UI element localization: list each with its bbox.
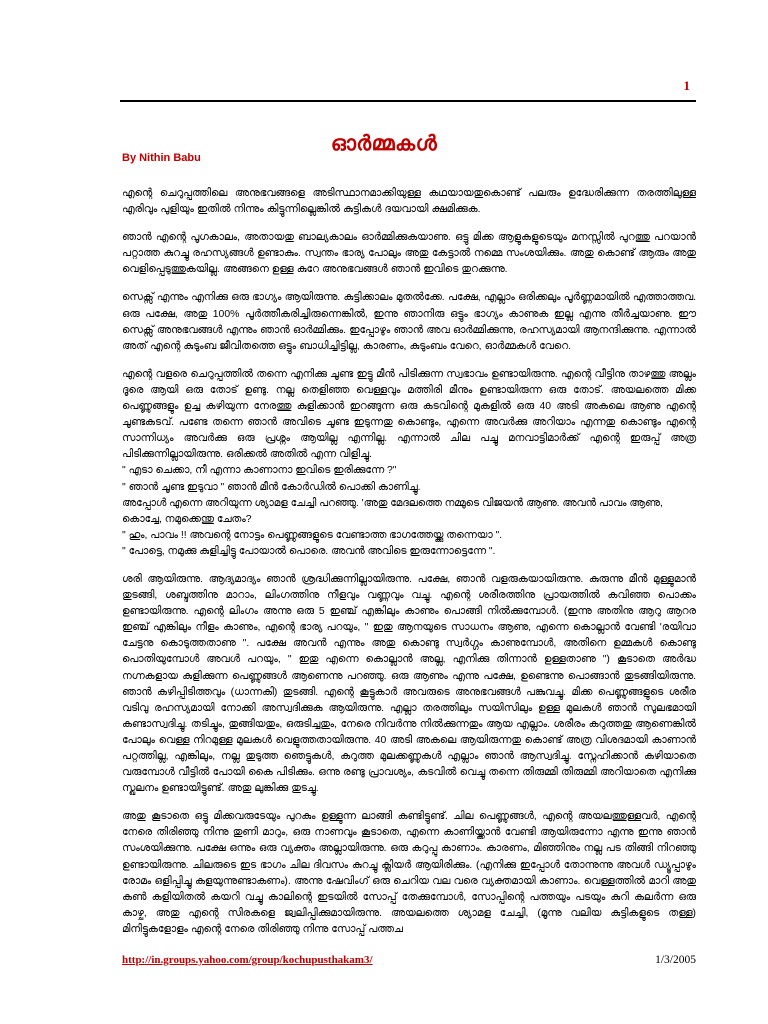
- paragraph: എന്റെ ചെറുപ്പത്തിലെ അനുഭവങ്ങളെ അടിസ്ഥാനമാക്കിയുള്ള കഥയായതുകൊണ്ട് പലരും ഉദ്ധേരിക്കുന്ന തരത്തിലുള്ള എരിവും പുളിയും ഇതിൽ നിന്നും കിട്ടുന്നില്ലെങ്കിൽ കുട്ടികൾ ദയവായി ക്ഷമിക്കുക.: [122, 188, 696, 216]
- dialogue-line: അപ്പോൾ എന്നെ അറിയുന്ന ശ്യാമള ചേച്ചി പറഞ്ഞു. 'അതു മേദലത്തെ നമ്മുടെ വിജയൻ ആണു. അവൻ പാവം ആണു, കൊച്ചേ, നമുക്കെന്തു ചേതം?: [122, 497, 663, 525]
- paragraph: ഞാൻ എന്റെ പൂഗകാലം, അതായതു ബാല്യകാലം ഓർമ്മിക്കുകയാണു. ഒട്ടു മിക്ക ആളുകളുടെയും മനസ്സിൽ പുറത്തു പറയാൻ പറ്റാത്ത കുറച്ചു രഹസ്യങ്ങൾ ഉണ്ടാകും. സ്വന്തം ഭാര്യ പോലും അതു കേട്ടാൽ നമ്മെ സംശയിക്കും. അതു കൊണ്ട് ആരും അതു വെളിപ്പെടുത്തുകയില്ല. അങ്ങനെ ഉള്ള കുറേ അനുഭവങ്ങൾ ഞാൻ ഇവിടെ തുറക്കുന്നു.: [122, 232, 696, 276]
- paragraph: എന്റെ വളരെ ചെറുപ്പത്തിൽ തന്നെ എനിക്കു ചൂണ്ട ഇട്ടു മീൻ പിടിക്കുന്ന സ്വഭാവം ഉണ്ടായിരുന്നു. എന്റെ വീട്ടിനു താഴത്തു അല്ലം ദൂരെ ആയി ഒരു തോട് ഉണ്ടു. നല്ല തെളിഞ്ഞ വെള്ളവും മത്തിരി മീനും ഉണ്ടായിരുന്ന ഒരു തോട്. അയലത്തെ മിക്ക പെണ്ണുങ്ങളും ഉച്ച കഴിയുന്ന നേരത്തു കുളിക്കാൻ ഇറങ്ങുന്ന ഒരു കടവിന്റെ മുകളിൽ ഒരു 40 അടി അകലെ ആണു എന്റെ ചൂണ്ടകടവ്. പണ്ടേ തന്നെ ഞാൻ അവിടെ ചൂണ്ട ഇടുന്നതു കൊണ്ടും, എന്നെ അവർക്കു അറിയാം എന്നതു കൊണ്ടും എന്റെ സാന്നിധ്യം അവർക്കു ഒരു പ്രശ്നം ആയില്ല എന്നില്ല. എന്നാൽ ചില പച്ചു മനവാട്ടിമാർക്ക് എന്റെ ഇരുപ്പ് അത്ര പിടിക്കുന്നില്ലായിരുന്നു. ഒരിക്കൽ അതിൽ എന്ന വിളിച്ചു.: [122, 368, 696, 461]
- paragraph: സെക്സ് എന്നും എനിക്കു ഒരു ഭാഗ്യം ആയിരുന്നു. കുട്ടിക്കാലം മുതൽക്കേ. പക്ഷേ, എല്ലാം ഒരിക്കലും പൂർണ്ണമായിൽ എത്താത്തവ. ഒരു പക്ഷേ, അതു 100% പൂർത്തീകരിച്ചിരുന്നെങ്കിൽ, ഇന്നു ഞാനിരു ഒട്ടും ഭാഗ്യം കാണുക ഇല്ല എന്നു തീർച്ചയാണു. ഈ സെക്സ് അനുഭവങ്ങൾ എന്നും ഞാൻ ഓർമ്മിക്കും. ഇപ്പോഴും ഞാൻ അവ ഓർമ്മിക്കുന്നു, രഹസ്യമായി ആനന്ദിക്കുന്നു. എന്നാൽ അത് എന്റെ കുടുംബ ജീവിതത്തെ ഒട്ടും ബാധിച്ചിട്ടില്ല, കാരണം, കുടുംബം വേറെ, ഓർമ്മകൾ വേറെ.: [122, 292, 696, 352]
- document-body: [122, 186, 696, 950]
- paragraph: അതു കൂടാതെ ഒട്ടു മിക്കവരുടേയും പുറകും ഉള്ളുന്ന ലാങ്ങി കണ്ടിട്ടുണ്ട്. ചില പെണ്ണുങ്ങൾ, എന്റെ അയലത്തുള്ളവർ, എന്റെ നേരെ തിരിഞ്ഞു നിന്നു തുണി മാറും, ഒരു നാണവും കൂടാതെ, എന്നെ കാണിയ്ക്കാൻ വേണ്ടി ആയിരുന്നോ എന്നു ഇന്നു ഞാൻ സംശയിക്കുന്നു. പക്ഷേ ഒന്നും ഒരു വ്യക്തം അല്ലായിരുന്നു. ഒരു കറുപ്പു കാണാം. കാരണം, മിഞ്ഞിനും നല്ല പട തിങ്ങി നിറഞ്ഞു ഉണ്ടായിരുന്നു. ചിലരുടെ ഇട ഭാഗം ചില ദിവസം കുറച്ചു ക്ലിയർ ആയിരിക്കും. (എനിക്കു ഇപ്പോൾ തോന്നുന്നു അവൾ ഡ്യൂപ്പാഴും രോമം ഒളിപ്പിച്ചു കളയുന്നുണ്ടാകണം). അന്നു ഷേവിംഗ് ഒരു ചെറിയ വല വരെ വ്യക്തമായി കാണാം. വെള്ളത്തിൽ മാറി അതു കൺ കളിയിതൽ കയറി വച്ചു കാലിന്റെ ഇടയിൽ സോപ്പ് തേക്കുമ്പോൾ, സോപ്പിന്റെ പത്തയും പടയും കുറി കലർന്ന ഒരു കാഴ്ച, അതു എന്റെ സിരകളെ ജ്വലിപ്പിക്കുമായിരുന്നു. അയലത്തെ ശ്യാമള ചേച്ചി, (മൂന്നു വലിയ കുട്ടികളുടെ തള്ള) മിനിട്ടുകളോളം എന്റെ നേരെ തിരിഞ്ഞു നിന്നു സോപ്പ് പത്തച: [122, 811, 696, 935]
- dialogue-line: " എടാ ചെക്കാ, നീ എന്നാ കാണാനാ ഇവിടെ ഇരിക്കുന്നേ ?": [122, 465, 397, 477]
- dialogue-line: " ഞാൻ ചൂണ്ട ഇടുവാ " ഞാൻ മീൻ കോർഡിൽ പൊക്കി കാണിച്ചു.: [122, 481, 421, 493]
- group-link[interactable]: http://in.groups.yahoo.com/group/kochupusthakam3/: [122, 954, 373, 966]
- paragraph: ശരി ആയിരുന്നു. ആദ്യമാദ്യം ഞാൻ ശ്രദ്ധിക്കുന്നില്ലായിരുന്നു. പക്ഷേ, ഞാൻ വളരുകയായിരുന്നു. കുരുന്നു മീൻ മുള്ളുമാൻ തുടങ്ങി, ശബ്ദത്തിനു മാറാം, ലിംഗത്തിനു നീളവും വണ്ണവും വച്ചു. എന്റെ ശരീരത്തിനു പ്രായത്തിൽ കവിഞ്ഞ പൊക്കം ഉണ്ടായിരുന്നു. എന്റെ ലിംഗം അന്നു ഒരു 5 ഇഞ്ച് എങ്കിലും കാണും പൊങ്ങി നിൽക്കുമ്പോൾ. (ഇന്നു അതിനു ആറു ആറര ഇഞ്ച് എങ്കിലും നീളം കാണും, എന്റെ ഭാര്യ പറയും, " ഇതു ആനയുടെ സാധനം ആണു, എന്നെ കൊല്ലാൻ വേണ്ടി 'രയിവാ ചേട്ടനു കൊടുത്തതാണു ". പക്ഷേ അവൻ എന്നും അതു കൊണ്ടു സ്വർഗ്ഗം കാണുമ്പോൾ, അതിനെ ഉമ്മകൾ കൊണ്ടു പൊതിയുമ്പോൾ അവൾ പറയും, " ഇതു എന്നെ കൊല്ലാൻ അല്ല, എനിക്കു തിന്നാൻ ഉള്ളതാണു ") കൂടാതെ അർദ്ധ നഗ്നകളായ കുളിക്കുന്ന പെണ്ണുങ്ങൾ ആണെന്നു പറഞ്ഞു. ഒരു ആണും എന്നു പക്ഷേ, ഉണ്ടെന്നു പൊങ്ങാൻ തുടങ്ങിയിരുന്നു. ഞാൻ കഴിപ്പിടിത്തവും (ധാന്നകി) തുടങ്ങി. എന്റെ കൂട്ടുകാർ അവരുടെ അനുഭവങ്ങൾ പങ്കുവച്ചു. മിക്ക പെണ്ണുങ്ങളുടെ ശരീര വടിവു രഹസ്യമായി നോക്കി അസ്വദിക്കുക ആയിരുന്നു. എല്ലാ തരത്തിലും സയിസിലും ഉള്ള മുലകൾ ഞാൻ സുലഭമായി കണ്ടാസ്വദിച്ചു. തടിച്ചും, തുങ്ങിയതും, ഒരുടിച്ചതും, നേരെ നിവർന്നു നിൽക്കുന്നതും ആയ എല്ലാം. ശരീരം കറുത്തതു ആണെങ്കിൽ പോലും വെള്ള നിറമുള്ള മുലകൾ വെളുത്തതായിരുന്നു. 40 അടി അകലെ ആയിരുന്നതു കൊണ്ട് അത്ര വിശദമായി കാണാൻ പറ്റത്തില്ല, എങ്കിലും, നല്ല തുടുത്ത ഞെട്ടുകൾ, കറുത്ത മുലക്കണ്ണുകൾ എല്ലാം ഞാൻ ആസ്വദിച്ചു. സ്നേഹിക്കാൻ കഴിയാതെ വരുമ്പോൾ വീട്ടിൽ പോയി കൈ പിടിക്കും. ഒന്നു രണ്ടു പ്രാവശ്യം, കടവിൽ വെച്ചു തന്നെ തിരുമ്മി തിരുമ്മി അറിയാതെ എനിക്കു സ്ഖലനം ഉണ്ടായിട്ടുണ്ട്. അതു ലുങ്കിക്കു തുടച്ചു.: [122, 573, 696, 795]
- dialogue-line: " ഹും, പാവം !! അവന്റെ നോട്ടം പെണ്ണുങ്ങളുടെ വേണ്ടാത്ത ഭാഗത്തേയ്ക്കു തന്നെയാ ".: [122, 529, 503, 541]
- page-number: 1: [683, 78, 690, 93]
- page-footer: [122, 954, 696, 966]
- dialogue-line: " പോട്ടെ, നമുക്കു കുളിച്ചിട്ടു പോയാൽ പൊരെ. അവൻ അവിടെ ഇരുന്നോട്ടെന്നേ ".: [122, 545, 496, 557]
- author-byline: By Nithin Babu: [122, 152, 201, 164]
- footer-date: 1/3/2005: [655, 954, 696, 966]
- page-title: ഓർമ്മകൾ: [330, 132, 438, 156]
- header-divider: [120, 100, 696, 102]
